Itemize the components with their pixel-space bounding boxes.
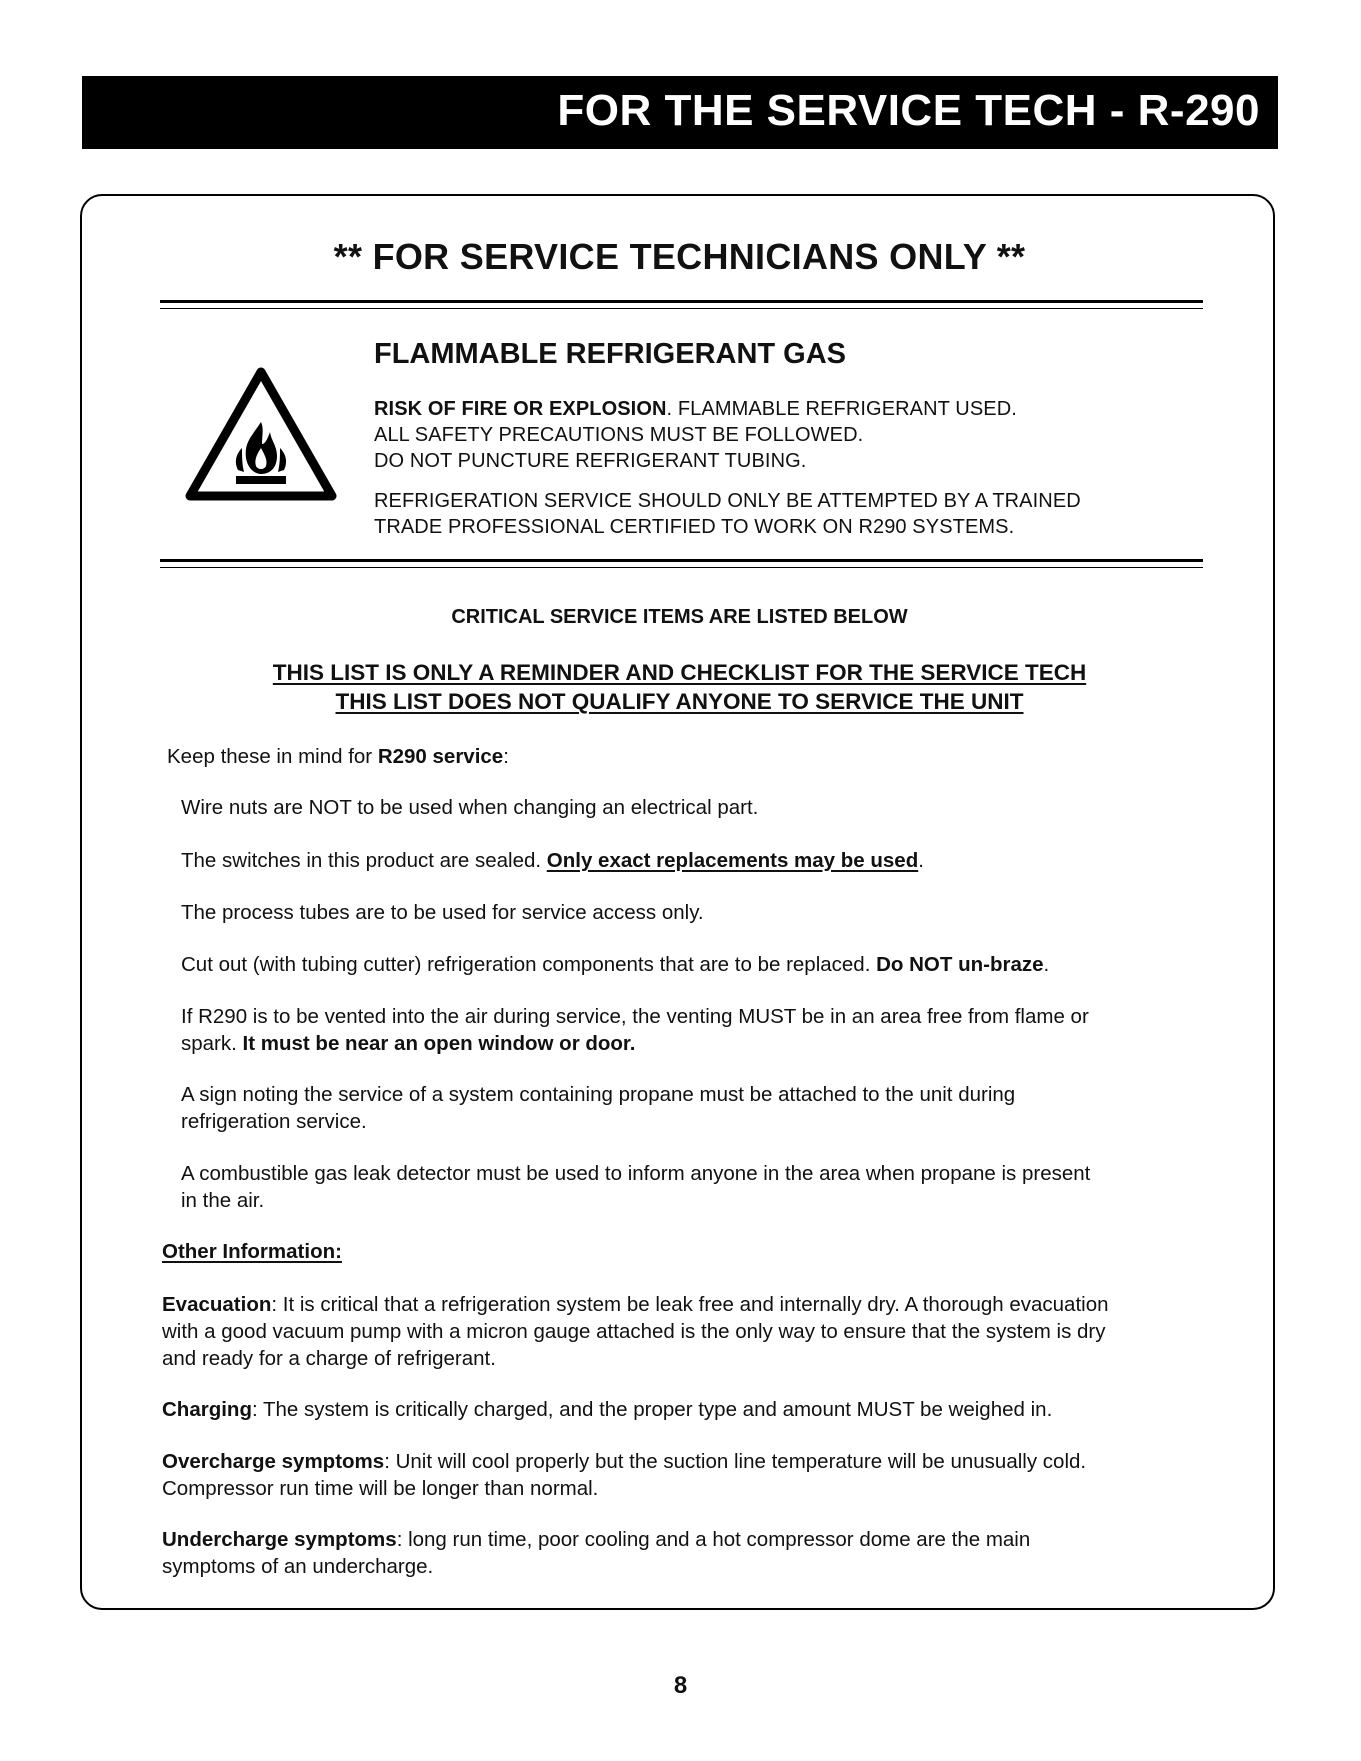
service-panel (80, 194, 1275, 1610)
evacuation-label: Evacuation (162, 1293, 272, 1316)
warning-line-4: REFRIGERATION SERVICE SHOULD ONLY BE ATTEMPTED BY A TRAINED (374, 490, 1081, 512)
header-bar (82, 76, 1278, 149)
panel-title: ** FOR SERVICE TECHNICIANS ONLY ** (333, 236, 1026, 277)
other-info-heading: Other Information: (162, 1240, 342, 1263)
undercharge-line-2: symptoms of an undercharge. (162, 1555, 434, 1578)
warning-line-3: DO NOT PUNCTURE REFRIGERANT TUBING. (374, 450, 807, 472)
item-cut-out (181, 951, 1049, 978)
undercharge-text: : long run time, poor cooling and a hot compressor dome are the main (396, 1528, 1031, 1551)
page-number: 8 (673, 1672, 688, 1699)
item-process-tubes: The process tubes are to be used for service access only. (181, 901, 704, 924)
undercharge-label: Undercharge symptoms (162, 1528, 397, 1551)
top-divider (160, 300, 1203, 309)
evacuation-text: : It is critical that a refrigeration system be leak free and internally dry. A thorough evacuation (271, 1293, 1109, 1316)
overcharge-label: Overcharge symptoms (162, 1450, 385, 1473)
item-sign-line-1: A sign noting the service of a system containing propane must be attached to the unit during (181, 1083, 1016, 1106)
keep-in-mind (167, 743, 509, 770)
warning-heading: FLAMMABLE REFRIGERANT GAS (374, 338, 847, 370)
warning-line-5: TRADE PROFESSIONAL CERTIFIED TO WORK ON R290 SYSTEMS. (374, 516, 1015, 538)
overcharge-text: : Unit will cool properly but the suction line temperature will be unusually cold. (384, 1450, 1087, 1473)
overcharge-line-1 (162, 1448, 1086, 1475)
keep-suffix: : (503, 745, 509, 768)
header-title: FOR THE SERVICE TECH - R-290 (557, 86, 1260, 135)
switches-end: . (918, 849, 924, 872)
reminder-line-2: THIS LIST DOES NOT QUALIFY ANYONE TO SERVICE THE UNIT (335, 689, 1024, 714)
switches-text: The switches in this product are sealed. (181, 849, 547, 872)
flammable-warning-triangle-icon (182, 364, 340, 504)
warning-risk-bold: RISK OF FIRE OR EXPLOSION (374, 398, 667, 420)
keep-bold: R290 service (377, 745, 504, 768)
evacuation-line-3: and ready for a charge of refrigerant. (162, 1347, 496, 1370)
cutout-end: . (1043, 953, 1050, 976)
evacuation-line-1 (162, 1291, 1109, 1318)
item-detector-line-1: A combustible gas leak detector must be used to inform anyone in the area when propane is present (181, 1162, 1091, 1185)
warning-line-2: ALL SAFETY PRECAUTIONS MUST BE FOLLOWED. (374, 424, 864, 446)
warning-risk-line (374, 396, 1017, 422)
reminder-line-1: THIS LIST IS ONLY A REMINDER AND CHECKLIST FOR THE SERVICE TECH (272, 660, 1087, 685)
item-sign-line-2: refrigeration service. (181, 1110, 367, 1133)
charging-label: Charging (162, 1398, 252, 1421)
item-detector-line-2: in the air. (181, 1189, 265, 1212)
keep-prefix: Keep these in mind for (167, 745, 378, 768)
cutout-text: Cut out (with tubing cutter) refrigeration components that are to be replaced. (181, 953, 877, 976)
cutout-bold: Do NOT un-braze (876, 953, 1044, 976)
middle-divider (160, 559, 1203, 568)
charging-line (162, 1396, 1052, 1423)
switches-emphasis: Only exact replacements may be used (546, 849, 919, 872)
vent-prefix: spark. (181, 1032, 243, 1055)
overcharge-line-2: Compressor run time will be longer than normal. (162, 1477, 599, 1500)
item-vent-line-2 (181, 1030, 635, 1057)
item-vent-line-1: If R290 is to be vented into the air during service, the venting MUST be in an area free from flame or (181, 1005, 1089, 1028)
undercharge-line-1 (162, 1526, 1030, 1553)
item-switches (181, 847, 924, 874)
charging-text: : The system is critically charged, and the proper type and amount MUST be weighed in. (251, 1398, 1053, 1421)
critical-heading: CRITICAL SERVICE ITEMS ARE LISTED BELOW (451, 606, 908, 628)
item-wire-nuts: Wire nuts are NOT to be used when changing an electrical part. (181, 796, 759, 819)
evacuation-line-2: with a good vacuum pump with a micron gauge attached is the only way to ensure that the system is dry (162, 1320, 1106, 1343)
vent-bold: It must be near an open window or door. (242, 1032, 636, 1055)
warning-risk-rest: . FLAMMABLE REFRIGERANT USED. (666, 398, 1017, 420)
